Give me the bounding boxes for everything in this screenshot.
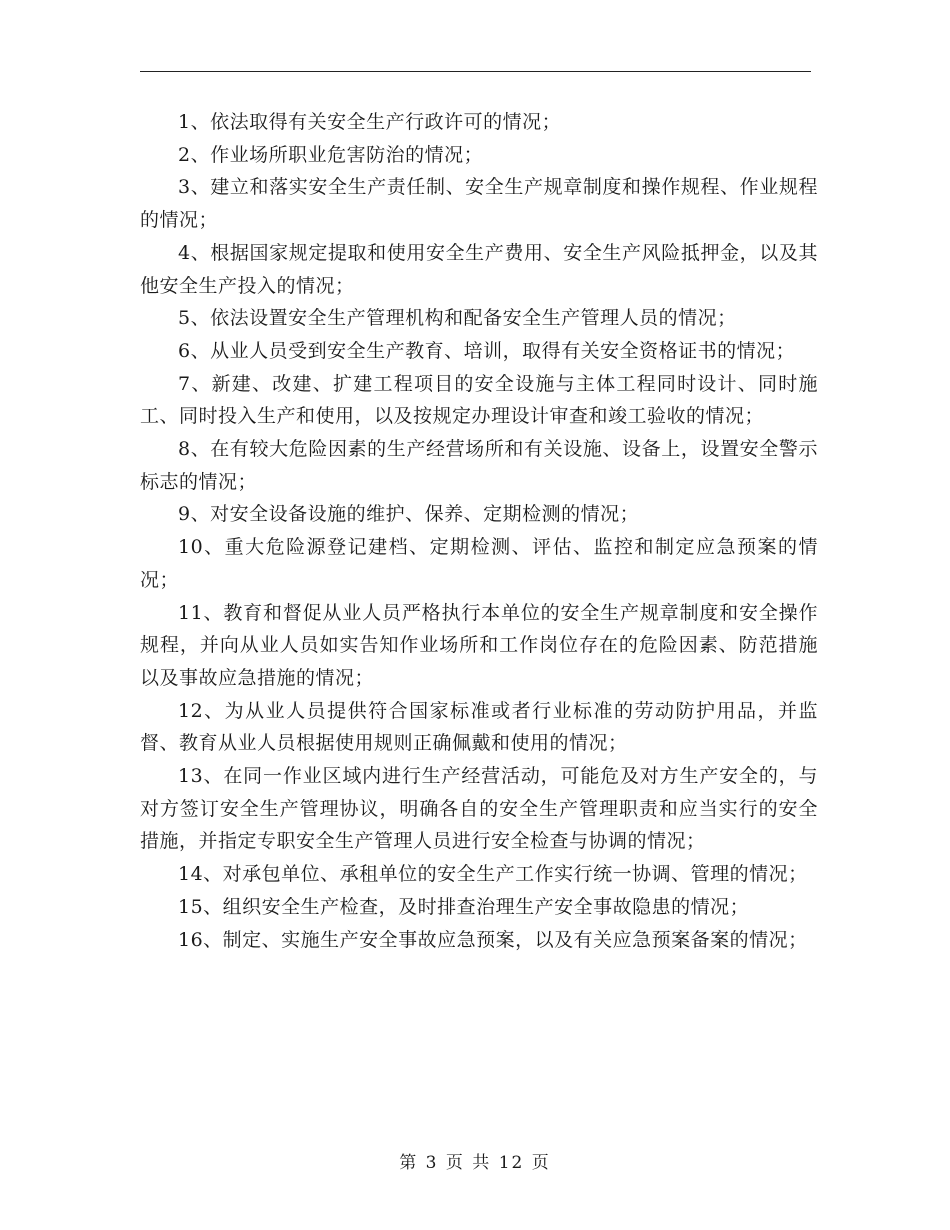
list-item: 9、对安全设备设施的维护、保养、定期检测的情况； [178,503,640,526]
document-body [140,106,818,956]
list-item: 14、对承包单位、承租单位的安全生产工作实行统一协调、管理的情况； [178,863,808,886]
list-item: 3、建立和落实安全生产责任制、安全生产规章制度和操作规程、作业规程的情况； [140,176,818,232]
list-item: 10、重大危险源登记建档、定期检测、评估、监控和制定应急预案的情况； [140,536,818,591]
list-item: 2、作业场所职业危害防治的情况； [178,143,484,166]
list-item: 4、根据国家规定提取和使用安全生产费用、安全生产风险抵押金，以及其他安全生产投入的情况； [140,241,818,297]
list-item: 1、依法取得有关安全生产行政许可的情况； [178,111,562,133]
list-item: 13、在同一作业区域内进行生产经营活动，可能危及对方生产安全的，与对方签订安全生产管理协议，明确各自的安全生产管理职责和应当实行的安全措施，并指定专职安全生产管理人员进行安全检查与协调的情况； [140,765,818,853]
list-item: 7、新建、改建、扩建工程项目的安全设施与主体工程同时设计、同时施工、同时投入生产和使用，以及按规定办理设计审查和竣工验收的情况； [140,372,818,428]
list-item: 11、教育和督促从业人员严格执行本单位的安全生产规章制度和安全操作规程，并向从业人员如实告知作业场所和工作岗位存在的危险因素、防范措施以及事故应急措施的情况； [140,601,818,689]
list-item: 5、依法设置安全生产管理机构和配备安全生产管理人员的情况； [178,307,737,330]
header-rule [140,71,811,72]
list-item: 6、从业人员受到安全生产教育、培训，取得有关安全资格证书的情况； [178,339,796,362]
list-item: 15、组织安全生产检查，及时排查治理生产安全事故隐患的情况； [178,895,750,918]
list-item: 8、在有较大危险因素的生产经营场所和有关设施、设备上，设置安全警示标志的情况； [140,438,818,493]
list-item: 16、制定、实施生产安全事故应急预案，以及有关应急预案备案的情况； [178,928,808,951]
page-number: 第 3 页 共 12 页 [399,1153,551,1173]
list-item: 12、为从业人员提供符合国家标准或者行业标准的劳动防护用品，并监督、教育从业人员根据使用规则正确佩戴和使用的情况； [140,699,818,755]
